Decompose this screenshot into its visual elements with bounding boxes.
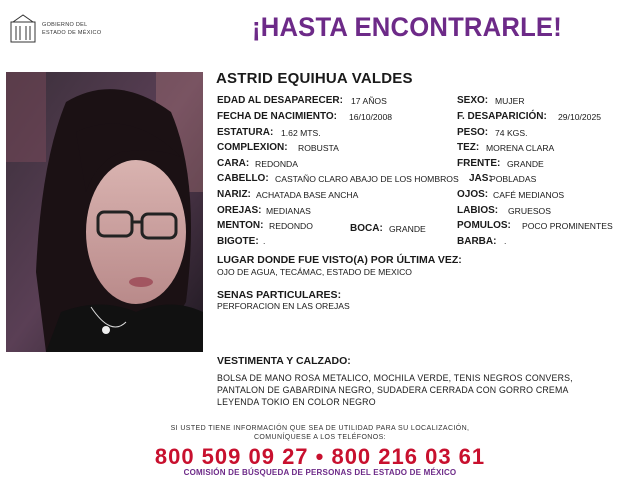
vestimenta-line-3: LEYENDA TOKIO EN COLOR NEGRO [217,397,376,407]
logo-line-1: GOBIERNO DEL [42,22,88,28]
phone-numbers[interactable]: 800 509 09 27 • 800 216 03 61 [154,444,486,469]
lugar-value: OJO DE AGUA, TECÁMAC, ESTADO DE MEXICO [217,267,412,277]
state-seal-icon [10,14,36,44]
complexion-value: ROBUSTA [298,143,339,153]
missing-person-photo [6,72,203,352]
fecha-nacimiento-label: FECHA DE NACIMIENTO: [217,111,337,122]
ojos-label: OJOS: [457,189,489,200]
commission-footer: COMISIÓN DE BÚSQUEDA DE PERSONAS DEL ESTADO DE MÉXICO [183,468,457,477]
nariz-value: ACHATADA BASE ANCHA [256,190,359,200]
boca-value: GRANDE [389,224,426,234]
government-logo [8,14,118,48]
logo-line-2: ESTADO DE MÉXICO [42,30,102,36]
estatura-value: 1.62 MTS. [281,128,321,138]
cara-label: CARA: [217,158,250,169]
fecha-desaparicion-value: 29/10/2025 [558,112,602,122]
sexo-value: MUJER [495,96,525,106]
labios-value: GRUESOS [508,206,551,216]
complexion-label: COMPLEXION: [217,142,288,153]
cejas-label: JAS: [469,173,492,184]
cabello-value: CASTAÑO CLARO ABAJO DE LOS HOMBROS [275,174,459,184]
pomulos-value: POCO PROMINENTES [522,221,613,231]
cabello-label: CABELLO: [217,173,269,184]
orejas-value: MEDIANAS [266,206,311,216]
fecha-nacimiento-value: 16/10/2008 [349,112,393,122]
barba-value: . [504,236,507,246]
lugar-label: LUGAR DONDE FUE VISTO(A) POR ÚLTIMA VEZ: [217,254,462,266]
nariz-label: NARIZ: [217,189,251,200]
ojos-value: CAFÉ MEDIANOS [493,190,565,200]
vestimenta-line-1: BOLSA DE MANO ROSA METALICO, MOCHILA VERDE, TENIS NEGROS CONVERS, [217,373,573,383]
menton-label: MENTON: [217,220,264,231]
sexo-label: SEXO: [457,95,489,106]
barba-label: BARBA: [457,236,497,247]
contact-line-2: COMUNÍQUESE A LOS TELÉFONOS: [253,434,387,441]
edad-value: 17 AÑOS [351,96,387,106]
contact-line-1: SI USTED TIENE INFORMACIÓN QUE SEA DE UTILIDAD PARA SU LOCALIZACIÓN, [170,425,470,432]
frente-label: FRENTE: [457,158,501,169]
peso-label: PESO: [457,127,489,138]
fecha-desaparicion-label: F. DESAPARICIÓN: [457,111,547,122]
estatura-label: ESTATURA: [217,127,274,138]
vestimenta-line-2: PANTALON DE GABARDINA NEGRO, SUDADERA CERRADA CON GORRO CREMA [217,385,569,395]
tez-label: TEZ: [457,142,480,153]
headline: ¡HASTA ENCONTRARLE! [252,12,562,42]
orejas-label: OREJAS: [217,205,262,216]
senas-value: PERFORACION EN LAS OREJAS [217,301,350,311]
bigote-value: . [263,236,266,246]
cara-value: REDONDA [255,159,298,169]
edad-label: EDAD AL DESAPARECER: [217,95,343,106]
person-name: ASTRID EQUIHUA VALDES [216,70,413,87]
labios-label: LABIOS: [457,205,499,216]
pomulos-label: POMULOS: [457,220,511,231]
frente-value: GRANDE [507,159,544,169]
cejas-value: POBLADAS [490,174,537,184]
bigote-label: BIGOTE: [217,236,259,247]
senas-label: SENAS PARTICULARES: [217,289,342,301]
vestimenta-label: VESTIMENTA Y CALZADO: [217,355,351,367]
tez-value: MORENA CLARA [486,143,555,153]
boca-label: BOCA: [350,223,383,234]
peso-value: 74 KGS. [495,128,528,138]
menton-value: REDONDO [269,221,313,231]
